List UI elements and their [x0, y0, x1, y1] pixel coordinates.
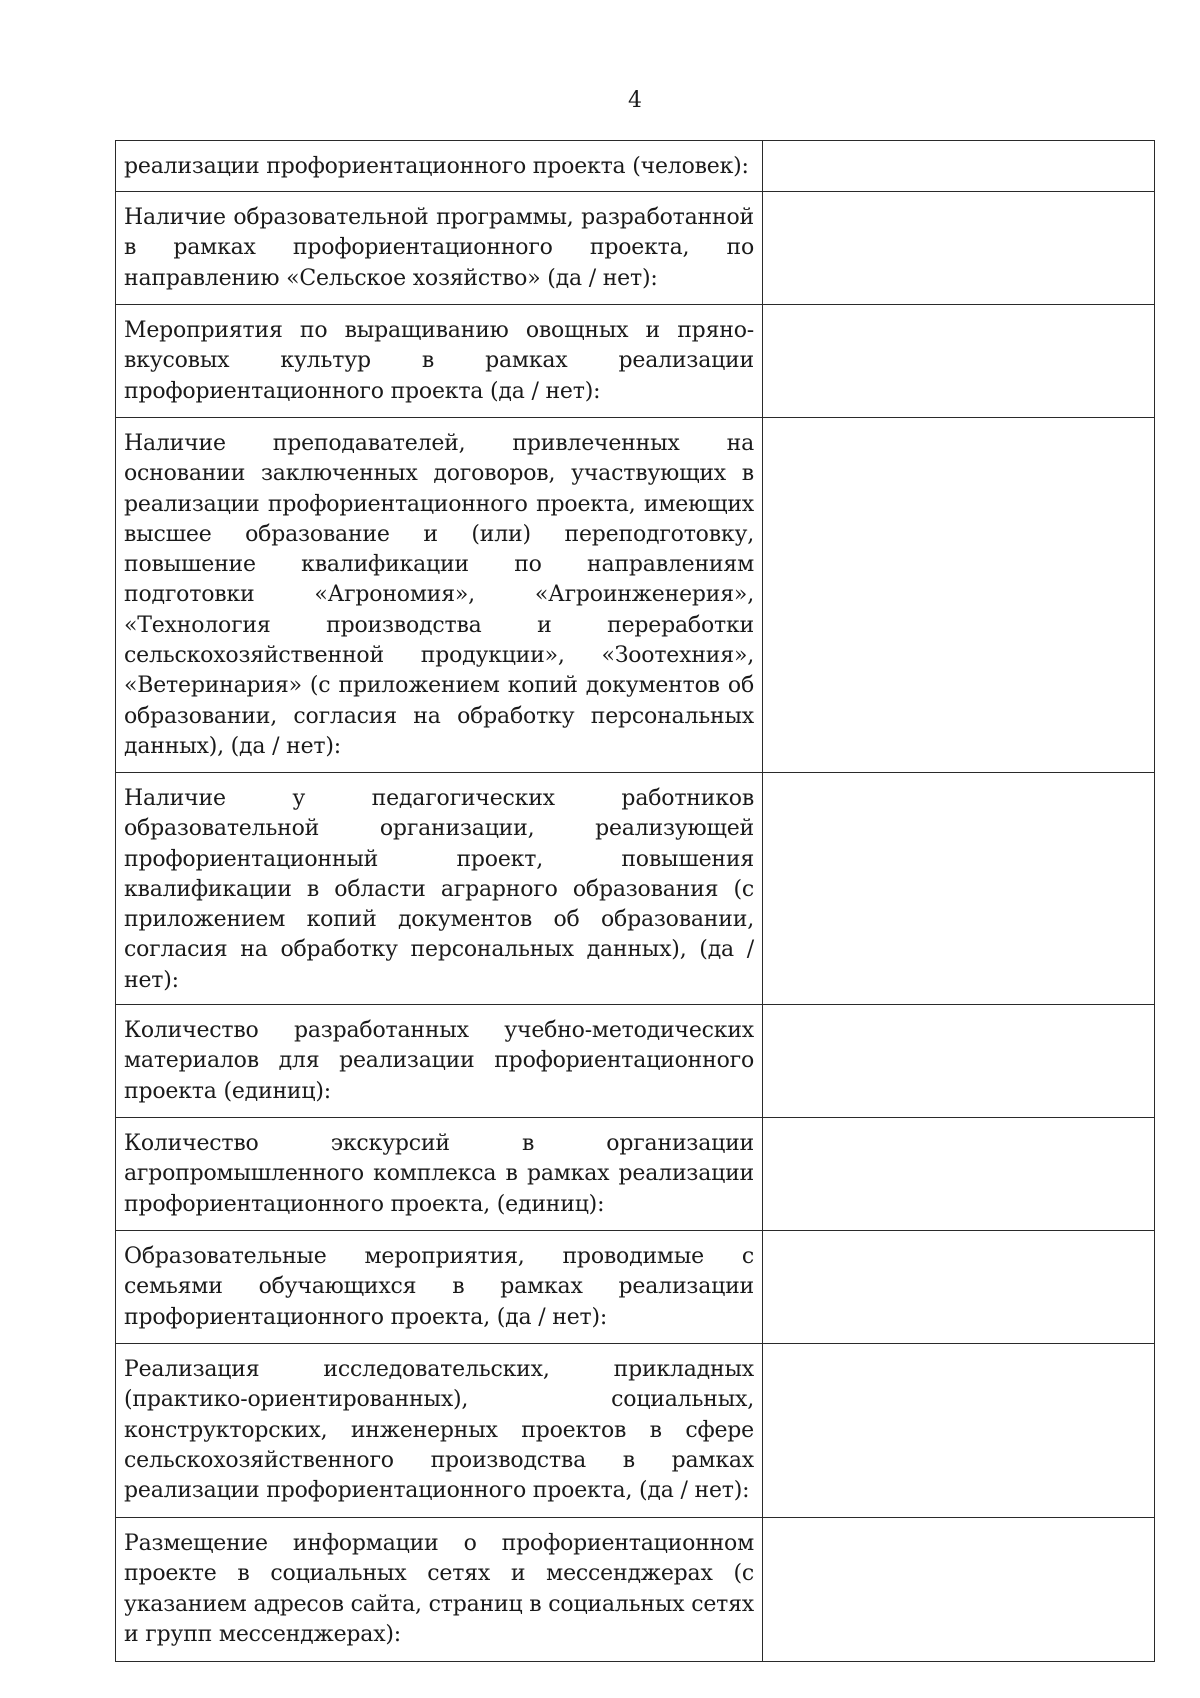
row-value-cell[interactable] — [763, 1231, 1155, 1344]
table-row — [116, 1344, 1155, 1518]
row-label: Наличие у педагогических работников образовательной организации, реализующей профориентационный проект, повышения квалификации в области аграрного образования (с приложением копий документов об образовании, согласия на обработку персональных данных), (да / нет): — [124, 786, 754, 993]
row-label: Размещение информации о профориентационном проекте в социальных сетях и мессенджерах (с указанием адресов сайта, страниц в социальных сетях и групп мессенджерах): — [124, 1531, 754, 1647]
row-label-cell — [116, 305, 763, 418]
row-value-cell[interactable] — [763, 1005, 1155, 1118]
table-row — [116, 418, 1155, 773]
table-row — [116, 1518, 1155, 1662]
row-label-cell — [116, 141, 763, 192]
row-value-cell[interactable] — [763, 418, 1155, 773]
row-label: Образовательные мероприятия, проводимые с семьями обучающихся в рамках реализации профориентационного проекта, (да / нет): — [124, 1244, 754, 1330]
row-label-cell — [116, 773, 763, 1005]
table-row — [116, 1005, 1155, 1118]
row-label-cell — [116, 418, 763, 773]
table-row — [116, 141, 1155, 192]
row-value-cell[interactable] — [763, 1344, 1155, 1518]
row-label: Мероприятия по выращиванию овощных и пряно-вкусовых культур в рамках реализации профориентационного проекта (да / нет): — [124, 318, 754, 404]
row-label: Количество разработанных учебно-методических материалов для реализации профориентационного проекта (единиц): — [124, 1018, 754, 1104]
row-label: Реализация исследовательских, прикладных (практико-ориентированных), социальных, конструкторских, инженерных проектов в сфере сельскохозяйственного производства в рамках реализации профориентационного проекта, (да / нет): — [124, 1357, 754, 1504]
row-label-cell — [116, 1231, 763, 1344]
row-value-cell[interactable] — [763, 1518, 1155, 1662]
page-number: 4 — [628, 88, 642, 113]
table-row — [116, 773, 1155, 1005]
row-label-cell — [116, 1344, 763, 1518]
row-label-cell — [116, 1518, 763, 1662]
row-value-cell[interactable] — [763, 192, 1155, 305]
table-row — [116, 1118, 1155, 1231]
row-label-cell — [116, 1005, 763, 1118]
row-label: реализации профориентационного проекта (человек): — [124, 154, 749, 179]
row-label: Количество экскурсий в организации агропромышленного комплекса в рамках реализации профориентационного проекта, (единиц): — [124, 1131, 754, 1217]
row-label-cell — [116, 1118, 763, 1231]
table-row — [116, 192, 1155, 305]
row-value-cell[interactable] — [763, 141, 1155, 192]
row-label: Наличие образовательной программы, разработанной в рамках профориентационного проекта, по направлению «Сельское хозяйство» (да / нет): — [124, 205, 754, 291]
row-label: Наличие преподавателей, привлеченных на основании заключенных договоров, участвующих в реализации профориентационного проекта, имеющих высшее образование и (или) переподготовку, повышение квалификации по направлениям подготовки «Агрономия», «Агроинженерия», «Технология производства и переработки сельскохозяйственной продукции», «Зоотехния», «Ветеринария» (с приложением копий документов об образовании, согласия на обработку персональных данных), (да / нет): — [124, 431, 754, 759]
table-row — [116, 1231, 1155, 1344]
row-value-cell[interactable] — [763, 773, 1155, 1005]
row-value-cell[interactable] — [763, 305, 1155, 418]
row-label-cell — [116, 192, 763, 305]
row-value-cell[interactable] — [763, 1118, 1155, 1231]
form-table — [115, 140, 1155, 1662]
table-row — [116, 305, 1155, 418]
